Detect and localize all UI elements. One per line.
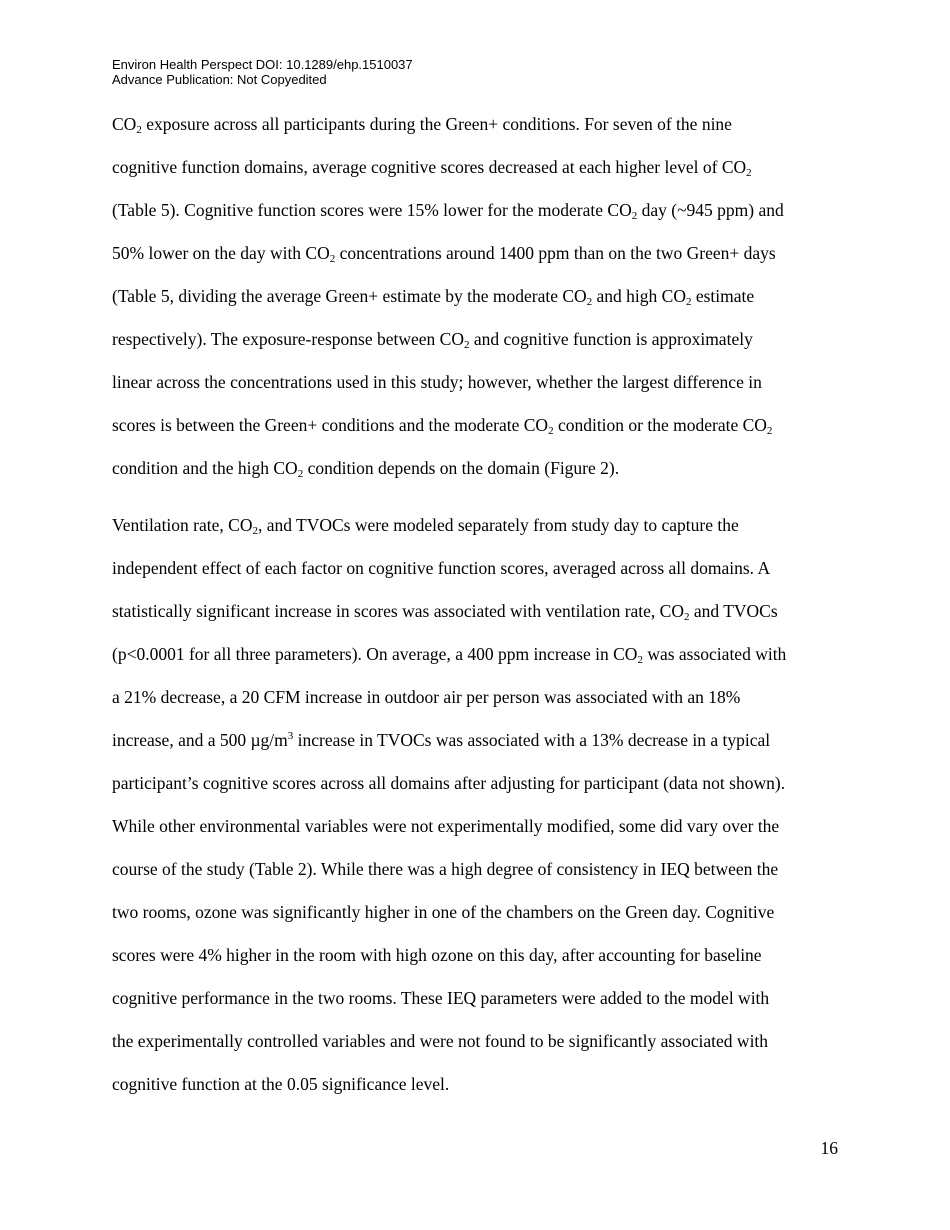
text-line: [112, 772, 786, 815]
text-segment: scores were 4% higher in the room with high ozone on this day, after accounting for baseline: [112, 945, 762, 965]
text-segment: While other environmental variables were not experimentally modified, some did vary over the: [112, 816, 780, 836]
text-line: [112, 514, 786, 557]
text-segment: Ventilation rate, CO: [112, 515, 253, 535]
text-segment: cognitive function at the 0.05 significance level.: [112, 1074, 450, 1094]
text-line: [112, 987, 786, 1030]
text-segment: and cognitive function is approximately: [469, 329, 753, 349]
text-line: [112, 600, 786, 643]
text-line: [112, 901, 786, 944]
paragraph-co2-exposure: [112, 113, 784, 500]
text-segment: exposure across all participants during the Green+ conditions. For seven of the nine: [141, 114, 732, 134]
text-segment: 2: [548, 425, 554, 437]
text-segment: condition depends on the domain (Figure 2).: [303, 458, 620, 478]
text-segment: independent effect of each factor on cognitive function scores, averaged across all domains. A: [112, 558, 771, 578]
text-segment: participant’s cognitive scores across all domains after adjusting for participant (data not shown).: [112, 773, 786, 793]
text-segment: 2: [746, 167, 752, 179]
text-line: [112, 328, 784, 371]
text-segment: 2: [329, 253, 336, 265]
text-line: [112, 242, 784, 285]
running-header: [112, 57, 413, 87]
text-segment: estimate: [691, 286, 755, 306]
text-segment: 2: [136, 124, 142, 136]
text-segment: (Table 5). Cognitive function scores were 15% lower for the moderate CO: [112, 200, 632, 220]
text-segment: increase in TVOCs was associated with a 13% decrease in a typical: [293, 730, 771, 750]
text-segment: was associated with: [642, 644, 787, 664]
text-line: [112, 113, 784, 156]
text-segment: 50% lower on the day with CO: [112, 243, 330, 263]
text-segment: course of the study (Table 2). While there was a high degree of consistency in IEQ between the: [112, 859, 779, 879]
text-segment: concentrations around 1400 ppm than on the two Green+ days: [335, 243, 776, 263]
text-line: [112, 285, 784, 328]
text-segment: (Table 5, dividing the average Green+ estimate by the moderate CO: [112, 286, 587, 306]
text-segment: respectively). The exposure-response between CO: [112, 329, 464, 349]
text-segment: day (~945 ppm) and: [637, 200, 784, 220]
text-line: [112, 643, 786, 686]
text-segment: 2: [252, 525, 258, 537]
text-line: [112, 457, 784, 500]
text-segment: a 21% decrease, a 20 CFM increase in outdoor air per person was associated with an 18%: [112, 687, 741, 707]
text-line: [112, 815, 786, 858]
journal-doi-line: Environ Health Perspect DOI: 10.1289/ehp.1510037: [112, 57, 413, 72]
text-segment: condition or the moderate CO: [553, 415, 767, 435]
text-segment: 2: [685, 296, 692, 308]
text-segment: 2: [586, 296, 593, 308]
paragraph-ventilation-model: [112, 514, 786, 1116]
text-segment: and high CO: [592, 286, 686, 306]
text-segment: condition and the high CO: [112, 458, 298, 478]
text-segment: the experimentally controlled variables and were not found to be significantly associated with: [112, 1031, 769, 1051]
text-segment: scores is between the Green+ conditions and the moderate CO: [112, 415, 549, 435]
text-line: [112, 414, 784, 457]
text-segment: statistically significant increase in scores was associated with ventilation rate, CO: [112, 601, 684, 621]
text-segment: and TVOCs: [689, 601, 778, 621]
text-segment: (p<0.0001 for all three parameters). On average, a 400 ppm increase in CO: [112, 644, 638, 664]
page-number: 16: [820, 1138, 838, 1158]
text-segment: CO: [112, 114, 137, 134]
text-segment: linear across the concentrations used in this study; however, whether the largest difference in: [112, 372, 762, 392]
text-line: [112, 729, 786, 772]
publication-status-line: Advance Publication: Not Copyedited: [112, 72, 327, 87]
text-segment: 2: [684, 611, 690, 623]
text-segment: , and TVOCs were modeled separately from study day to capture the: [257, 515, 739, 535]
text-line: [112, 1073, 786, 1116]
text-line: [112, 371, 784, 414]
text-segment: cognitive performance in the two rooms. These IEQ parameters were added to the model with: [112, 988, 770, 1008]
text-line: [112, 199, 784, 242]
text-segment: two rooms, ozone was significantly higher in one of the chambers on the Green day. Cognitive: [112, 902, 775, 922]
text-segment: 2: [463, 339, 470, 351]
text-segment: increase, and a 500 µg/m: [112, 730, 288, 750]
text-segment: 2: [631, 210, 638, 222]
text-segment: 3: [287, 730, 294, 742]
text-line: [112, 1030, 786, 1073]
text-segment: cognitive function domains, average cognitive scores decreased at each higher level of CO: [112, 157, 747, 177]
text-line: [112, 557, 786, 600]
text-line: [112, 686, 786, 729]
text-line: [112, 156, 784, 199]
text-segment: 2: [766, 425, 773, 437]
text-line: [112, 858, 786, 901]
text-line: [112, 944, 786, 987]
text-segment: 2: [297, 468, 304, 480]
text-segment: 2: [637, 654, 643, 666]
